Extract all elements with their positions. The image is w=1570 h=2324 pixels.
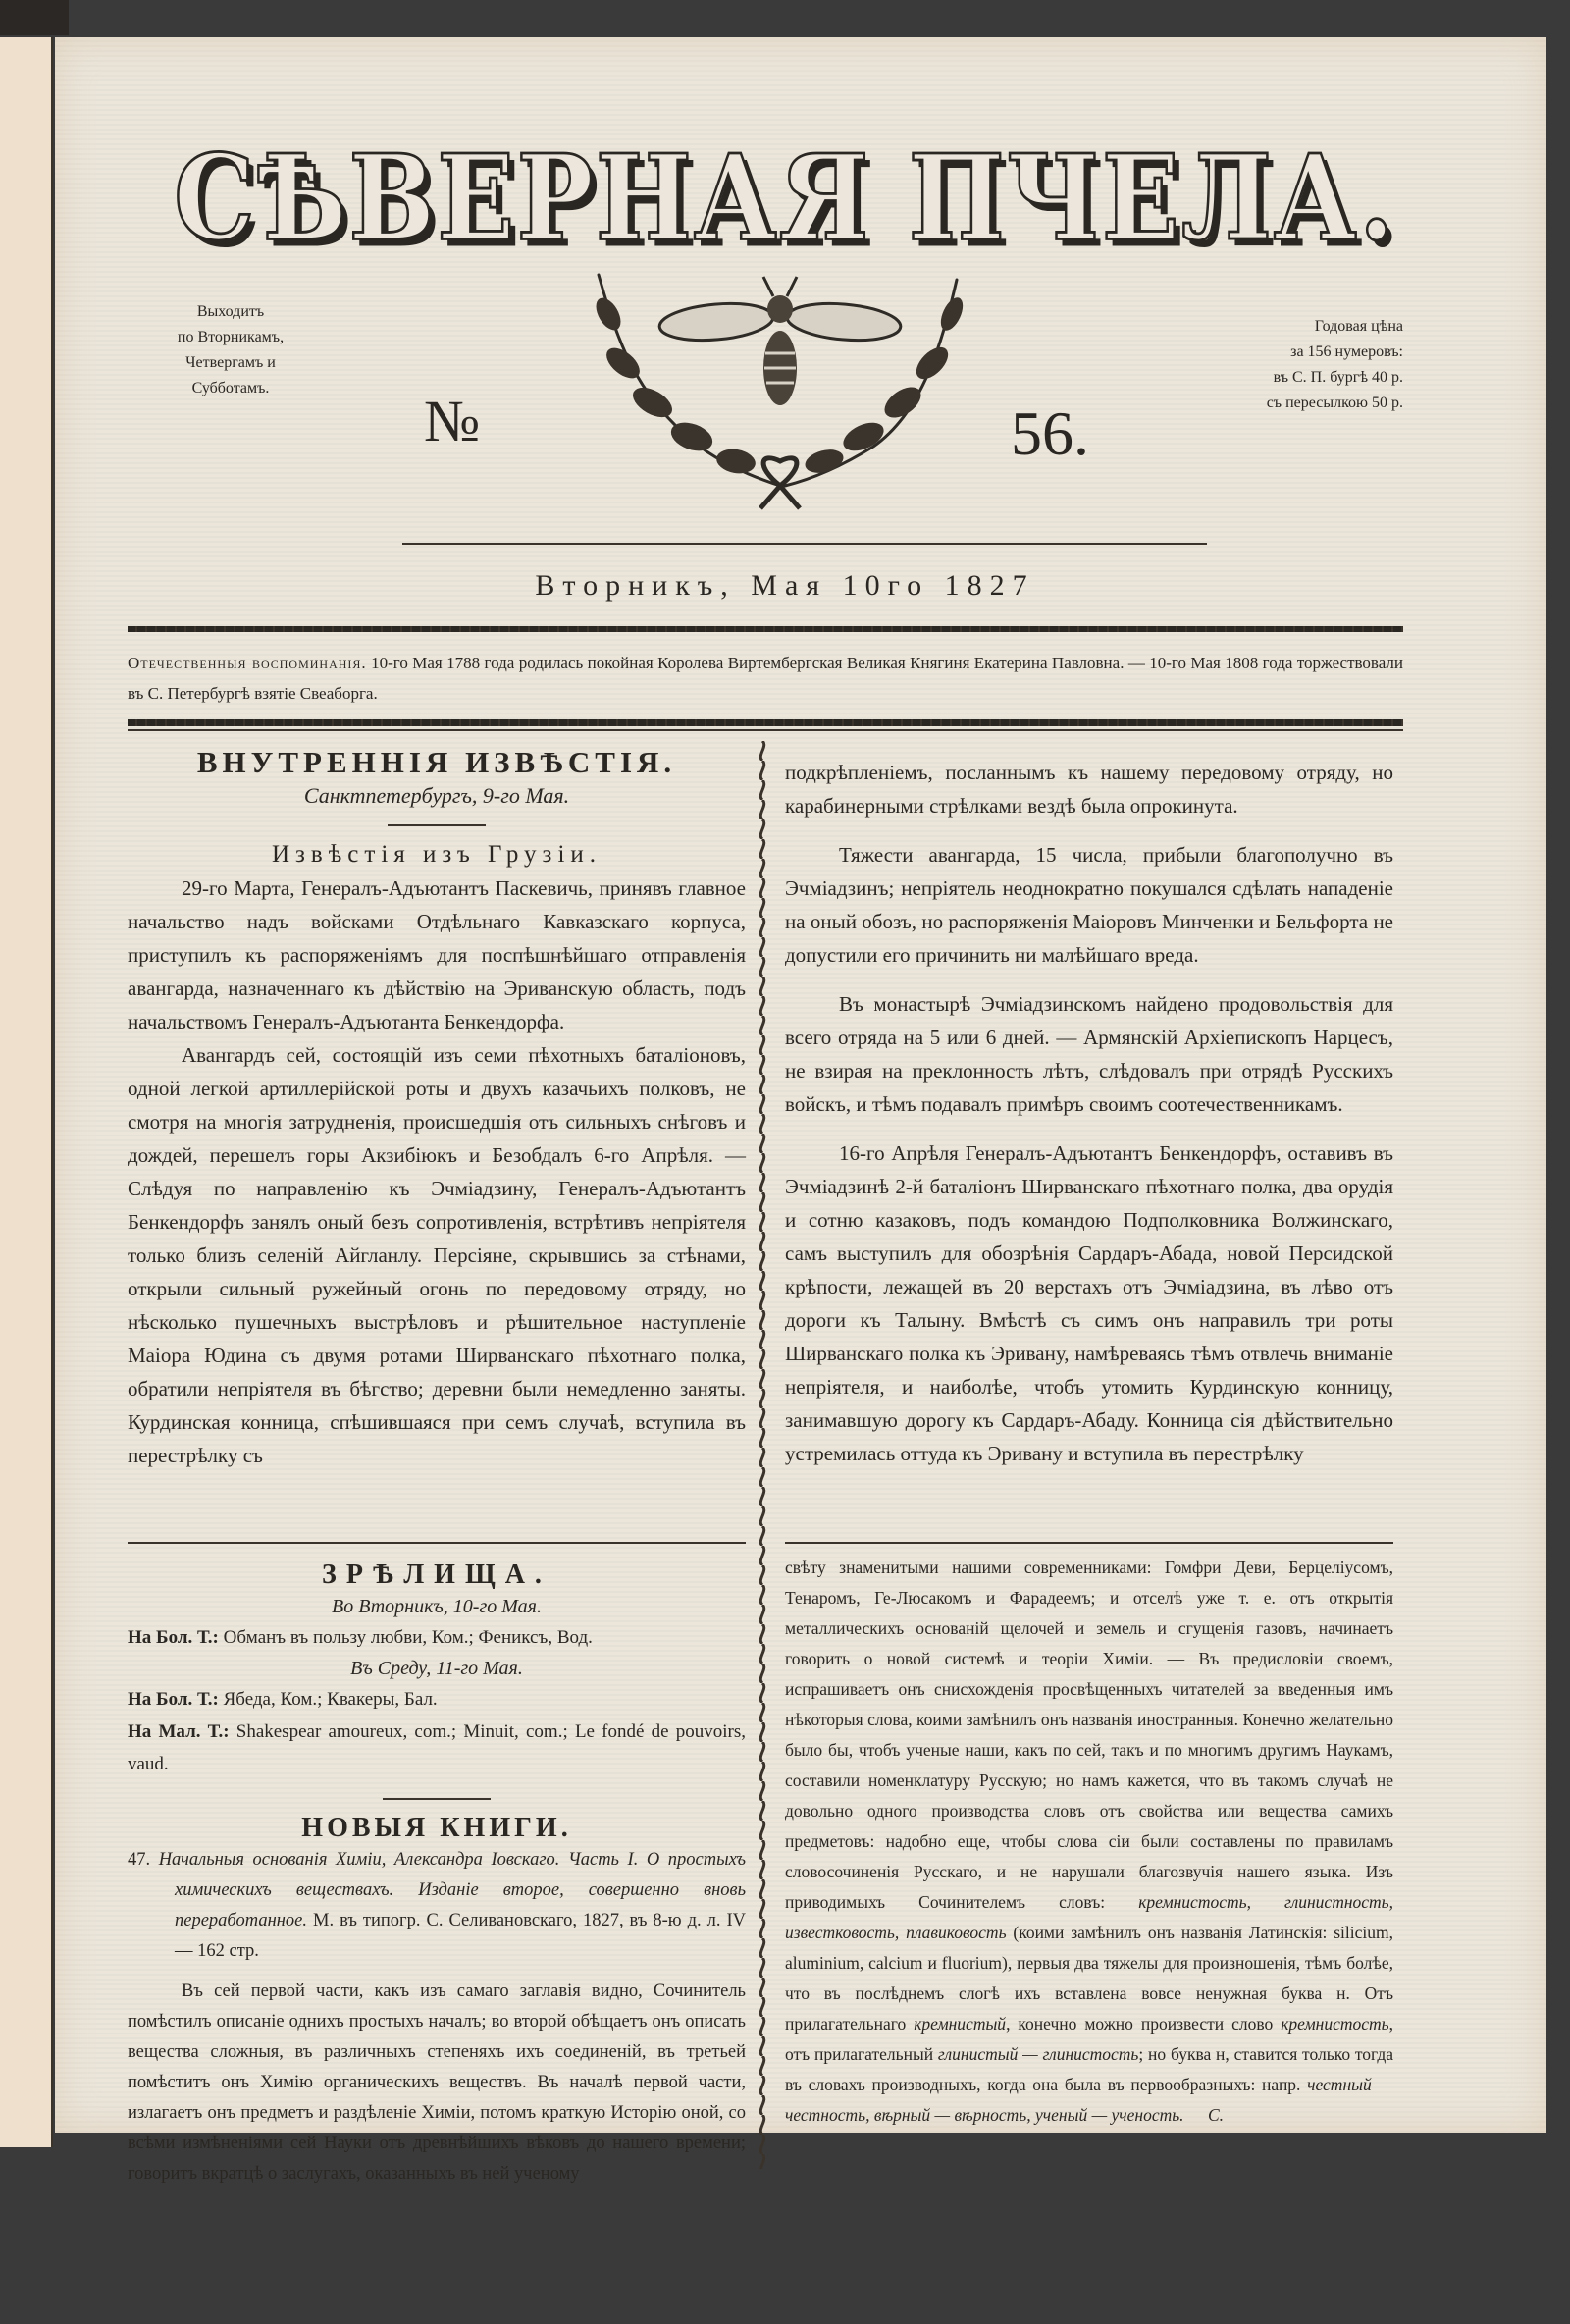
publication-days-line: по Вторникамъ, — [177, 329, 285, 345]
subsection-title-georgia: Извѣстія изъ Грузіи. — [271, 841, 602, 868]
review-segment: ; но буква н, ставится только тогда въ словахъ производныхъ, когда она была въ первообразныхъ: напр. — [785, 2044, 1394, 2094]
right-column — [785, 756, 1393, 1470]
memorials-label: Отечественныя воспоминанія. — [128, 654, 367, 672]
issue-date: Вторникъ, Мая 10го 1827 — [535, 569, 1035, 602]
publication-days-line: Четвергамъ и — [185, 354, 276, 371]
venue: На Бол. Т.: — [128, 1627, 219, 1648]
masthead-title: СѢВЕРНАЯ ПЧЕЛА. — [174, 128, 1396, 268]
short-divider — [383, 1798, 491, 1800]
price-line: съ пересылкою 50 р. — [1266, 395, 1403, 411]
review-continuation-divider — [785, 1542, 1393, 1544]
price-line: Годовая цѣна — [1314, 318, 1403, 335]
new-books-title: НОВЫЯ КНИГИ. — [301, 1813, 572, 1843]
dateline: Санктпетербургъ, 9-го Мая. — [303, 783, 570, 808]
theatre-divider — [128, 1542, 746, 1544]
book-number: 47. — [128, 1850, 151, 1870]
memorials-divider-secondary — [128, 729, 1403, 731]
review-italic-term: кремнистость — [1281, 2014, 1389, 2034]
book-listing — [128, 1845, 746, 2190]
review-italic-term: честный — честность, вѣрный — вѣрность, ученый — ученость. — [785, 2075, 1393, 2125]
section-title-domestic-news: ВНУТРЕННІЯ ИЗВѢСТІЯ. — [196, 745, 677, 779]
publication-days-line: Субботамъ. — [191, 380, 270, 396]
theatre-listing — [128, 1683, 746, 1716]
publication-days — [157, 299, 304, 401]
review-segment: (коими замѣнилъ онъ названія Латинскія: silicium, aluminium, calcium и fluorium), первыя два тяжелы для произношенія, тѣмъ болѣе, что въ послѣднемъ слогѣ ихъ вставлена вовсе ненужная буква н. Отъ прилагательнаго — [785, 1923, 1393, 2034]
article-paragraph: подкрѣпленіемъ, посланнымъ къ нашему передовому отряду, но карабинерными стрѣлками вездѣ была опрокинута. — [785, 761, 1393, 818]
theatre-day: Во Вторникъ, 10-го Мая. — [332, 1596, 542, 1617]
book-review-continued — [785, 1553, 1393, 2131]
venue: На Бол. Т.: — [128, 1689, 219, 1710]
left-column — [128, 746, 746, 1472]
review-segment: , отъ прилагательный — [785, 2014, 1393, 2064]
review-italic-terms: кремнистость, глинистность, известковость, плавиковость — [785, 1892, 1394, 1942]
issue-number: 56. — [1011, 398, 1089, 468]
review-segment: , конечно можно произвести слово — [1006, 2014, 1274, 2034]
review-segment: свѣту знаменитыми нашими современниками: Гомфри Деви, Берцеліусомъ, Тенаромъ, Ге-Люсакомъ и Фарадеемъ; и отселѣ уже т. е. отъ открытія металлическихъ основаній щелочей и земель и сгущенія газовъ, начинаетъ говорить о новой системѣ и теоріи Химіи. — Въ предисловіи своемъ, испрашиваетъ онъ снисхожденія просвѣщенныхъ читателей за введенныя имъ нѣкоторыя слова, коими замѣнилъ онъ названія иностранныя. Конечно желательно было бы, чтобъ ученые наши, какъ по сей, такъ и по многимъ другимъ Наукамъ, составили номенклатуру Русскую; но намъ кажется, что въ такомъ случаѣ не довольно одного производства словъ отъ свойства или вещества самихъ предметовъ: надобно еще, чтобы слова сіи были составлены по правиламъ словосочиненія Русскаго, и не нарушали благозвучія нашего языка. Изъ приводимыхъ Сочинителемъ словъ: — [785, 1558, 1393, 1912]
article-paragraph: 29-го Марта, Генералъ-Адъютантъ Паскевичь, принявъ главное начальство надъ войсками Отдѣльнаго Кавказскаго корпуса, приступилъ къ распоряженіямъ для поспѣшнѣйшаго отправленія авангарда, назначеннаго къ дѣйствію на Эриванскую область, подъ начальствомъ Генералъ-Адъютанта Бенкендорфа. — [128, 876, 746, 1033]
price-line: въ С. П. бургѣ 40 р. — [1273, 369, 1403, 386]
price-line: за 156 нумеровъ: — [1290, 343, 1403, 360]
theatre-title: ЗРѢЛИЩА. — [322, 1559, 551, 1590]
memorials-divider — [128, 719, 1403, 726]
review-text — [785, 1553, 1393, 2131]
theatre-listing — [128, 1621, 746, 1654]
program: Обманъ въ пользу любви, Ком.; Фениксъ, Вод. — [223, 1627, 593, 1648]
theatre-listing — [128, 1716, 746, 1780]
article-paragraph: Тяжести авангарда, 15 числа, прибыли благополучно въ Эчміадзинъ; непріятель неоднократно покушался сдѣлать нападеніе на оный обозъ, но распоряженія Маіоровъ Минченки и Бельфорта не допустили его причинить ни малѣйшаго вреда. — [785, 843, 1393, 967]
theatre-day: Въ Среду, 11-го Мая. — [350, 1658, 523, 1679]
article-paragraph: Авангардъ сей, состоящій изъ семи пѣхотныхъ баталіоновъ, одной легкой артиллерійской роты и двухъ казачьихъ полковъ, не смотря на многія затрудненія, происшедшія отъ сильныхъ снѣговъ и дождей, перешелъ горы Акзибіюкъ и Безобдалъ 6-го Апрѣля. — Слѣдуя по направленію къ Эчміадзину, Генералъ-Адъютантъ Бенкендорфъ занялъ оный безъ сопротивленія, встрѣтивъ непріятеля только близъ селеній Айгланлу. Персіяне, скрывшись за стѣнами, открыли сильный ружейный огонь по передовому отряду, но нѣсколько пушечныхъ выстрѣловъ и рѣшительное наступленіе Маіора Юдина съ двумя ротами Ширванскаго пѣхотнаго полка, обратили непріятеля въ бѣгство; деревни были немедленно заняты. Курдинская конница, спѣшившаяся при семъ случаѣ, вступила въ перестрѣлку съ — [128, 1043, 746, 1467]
short-divider — [388, 824, 486, 826]
book-title: Начальныя основанія Химіи, Александра Іовскаго. Часть I. О простыхъ химическихъ веществахъ. Изданіе второе, совершенно вновь переработанное. — [158, 1850, 746, 1930]
scan-background-top — [0, 0, 69, 35]
review-italic-term: кремнистый — [914, 2014, 1007, 2034]
national-memorials — [128, 648, 1403, 709]
date-divider — [128, 626, 1403, 632]
article-paragraph: 16-го Апрѣля Генералъ-Адъютантъ Бенкендорфъ, оставивъ въ Эчміадзинѣ 2-й баталіонъ Ширванскаго пѣхотнаго полка, два орудія и сотню казаковъ, подъ командою Подполковника Волжинскаго, самъ выступилъ для обозрѣнія Сардаръ-Абада, новой Персидской крѣпости, лежащей въ 20 верстахъ отъ Эчміадзина, въ лѣво отъ дороги къ Талыну. Вмѣстѣ съ симъ онъ направилъ три роты Ширванскаго полка къ Эривану, намѣреваясь тѣмъ отвлечь вниманіе непріятеля, и наиболѣе, чтобъ утомить Курдинскую конницу, занимавшую дорогу къ Сардаръ-Абаду. Конница сія дѣйствительно устремилась оттуда къ Эривану и вступила въ перестрѣлку — [785, 1141, 1393, 1465]
program: Ябеда, Ком.; Квакеры, Бал. — [223, 1689, 438, 1710]
subscription-price — [1168, 314, 1403, 416]
publication-days-line: Выходитъ — [196, 303, 265, 320]
book-imprint: М. въ типогр. С. Селивановскаго, 1827, въ 8-ю д. л. IV — 162 стр. — [175, 1911, 746, 1961]
masthead-divider — [402, 543, 1207, 545]
issue-number-sign: № — [424, 389, 481, 453]
program: Shakespear amoureux, com.; Minuit, com.; Le fondé de pouvoirs, vaud. — [128, 1721, 747, 1774]
bee-wreath-icon — [579, 255, 991, 510]
book-review: Въ сей первой части, какъ изъ самаго заглавія видно, Сочинитель помѣстилъ описаніе однихъ простыхъ началъ; во второй обѣщаетъ онъ описать вещества сложныя, въ различныхъ степеняхъ ихъ соединеній, въ третьей помѣститъ онъ Химію органическихъ веществъ. Въ началѣ первой части, излагаетъ онъ предметъ и раздѣленіе Химіи, потомъ краткую Исторію оной, со всѣми измѣненіями сей Науки отъ древнѣйшихъ вѣковъ до нашего времени; говоритъ вкратцѣ о заслугахъ, оказанныхъ въ ней ученому — [128, 1981, 746, 2184]
previous-page-edge — [0, 37, 53, 2147]
venue: На Мал. Т.: — [128, 1721, 230, 1742]
book-entry — [128, 1845, 746, 1967]
column-divider — [756, 741, 769, 2169]
article-paragraph: Въ монастырѣ Эчміадзинскомъ найдено продовольствія для всего отряда на 5 или 6 дней. — Армянскій Архіепископъ Нарцесъ, не взирая на преклонность лѣтъ, слѣдовалъ при отрядѣ Русскихъ войскъ, и тѣмъ подавалъ примѣръ своимъ соотечественникамъ. — [785, 992, 1393, 1116]
theatre-section — [128, 1558, 746, 2190]
author-signature: С. — [1207, 2105, 1224, 2125]
memorials-text: 10-го Мая 1788 года родилась покойная Королева Виртембергская Великая Княгиня Екатерина Павловна. — 10-го Мая 1808 года торжествовали въ С. Петербургѣ взятіе Свеаборга. — [128, 654, 1404, 703]
review-italic-term: глинистый — глинистость — [937, 2044, 1139, 2064]
